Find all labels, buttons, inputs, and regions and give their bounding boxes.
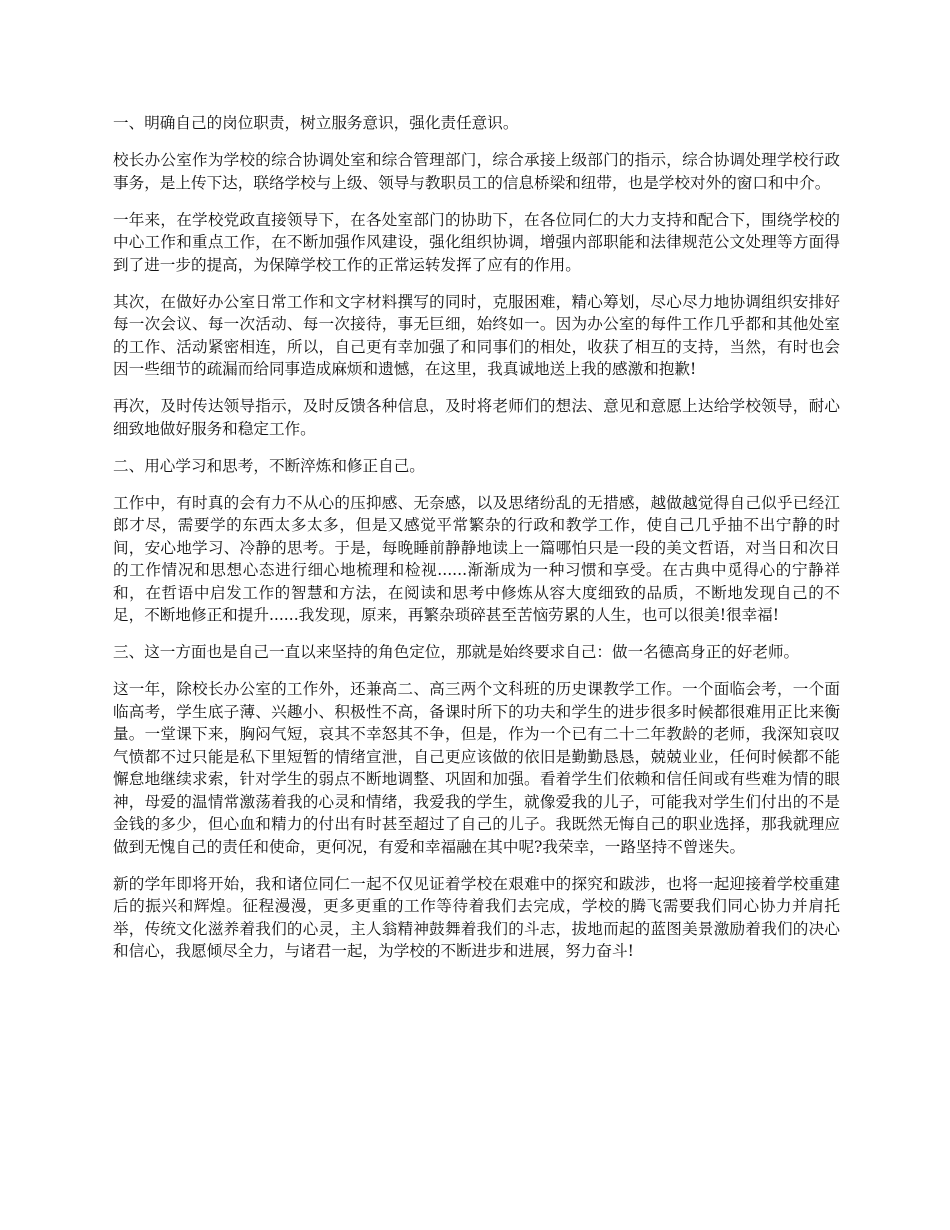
paragraph: 新的学年即将开始，我和诸位同仁一起不仅见证着学校在艰难中的探究和跋涉，也将一起迎接着学校重建后的振兴和辉煌。征程漫漫，更多更重的工作等待着我们去完成，学校的腾飞需要我们同心协力并肩托举，传统文化滋养着我们的心灵，主人翁精神鼓舞着我们的斗志，拔地而起的蓝图美景激励着我们的决心和信心，我愿倾尽全力，与诸君一起，为学校的不断进步和进展，努力奋斗!: [113, 874, 840, 960]
paragraph: 工作中，有时真的会有力不从心的压抑感、无奈感，以及思绪纷乱的无措感，越做越觉得自己似乎已经江郎才尽，需要学的东西太多太多，但是又感觉平常繁杂的行政和教学工作，使自己几乎抽不出宁静的时间，安心地学习、冷静的思考。于是，每晚睡前静静地读上一篇哪怕只是一段的美文哲语，对当日和次日的工作情况和思想心态进行细心地梳理和检视......渐渐成为一种习惯和享受。在古典中觅得心的宁静祥和，在哲语中启发工作的智慧和方法，在阅读和思考中修炼从容大度细致的品质，不断地发现自己的不足，不断地修正和提升......我发现，原来，再繁杂琐碎甚至苦恼劳累的人生，也可以很美!很幸福!: [113, 493, 840, 624]
document-body: [113, 112, 840, 977]
paragraph: 再次，及时传达领导指示，及时反馈各种信息，及时将老师们的想法、意见和意愿上达给学校领导，耐心细致地做好服务和稳定工作。: [113, 397, 840, 438]
paragraph: 这一年，除校长办公室的工作外，还兼高二、高三两个文科班的历史课教学工作。一个面临会考，一个面临高考，学生底子薄、兴趣小、积极性不高，备课时所下的功夫和学生的进步很多时候都很难用正比来衡量。一堂课下来，胸闷气短，哀其不幸怒其不争，但是，作为一个已有二十二年教龄的老师，我深知哀叹气愤都不过只能是私下里短暂的情绪宣泄，自己更应该做的依旧是勤勤恳恳，兢兢业业，任何时候都不能懈怠地继续求索，针对学生的弱点不断地调整、巩固和加强。看着学生们依赖和信任间或有些难为情的眼神，母爱的温情常激荡着我的心灵和情绪，我爱我的学生，就像爱我的儿子，可能我对学生们付出的不是金钱的多少，但心血和精力的付出有时甚至超过了自己的儿子。我既然无悔自己的职业选择，那我就理应做到无愧自己的责任和使命，更何况，有爱和幸福融在其中呢?我荣幸，一路坚持不曾迷失。: [113, 680, 840, 856]
section-heading-2: 二、用心学习和思考，不断淬炼和修正自己。: [113, 456, 425, 475]
paragraph: 一年来，在学校党政直接领导下，在各处室部门的协助下，在各位同仁的大力支持和配合下，围绕学校的中心工作和重点工作，在不断加强作风建设，强化组织协调，增强内部职能和法律规范公文处理等方面得到了进一步的提高，为保障学校工作的正常运转发挥了应有的作用。: [113, 210, 840, 274]
section-heading-3: 三、这一方面也是自己一直以来坚持的角色定位，那就是始终要求自己：做一名德高身正的好老师。: [113, 643, 800, 661]
paragraph: 校长办公室作为学校的综合协调处室和综合管理部门，综合承接上级部门的指示，综合协调处理学校行政事务，是上传下达，联络学校与上级、领导与教职员工的信息桥梁和纽带，也是学校对外的窗口和中介。: [113, 151, 840, 192]
paragraph: 其次，在做好办公室日常工作和文字材料撰写的同时，克服困难，精心筹划，尽心尽力地协调组织安排好每一次会议、每一次活动、每一次接待，事无巨细，始终如一。因为办公室的每件工作几乎都和其他处室的工作、活动紧密相连，所以，自己更有幸加强了和同事们的相处，收获了相互的支持，当然，有时也会因一些细节的疏漏而给同事造成麻烦和遗憾，在这里，我真诚地送上我的感激和抱歉!: [113, 292, 840, 378]
section-heading-1: 一、明确自己的岗位职责，树立服务意识，强化责任意识。: [113, 114, 519, 132]
